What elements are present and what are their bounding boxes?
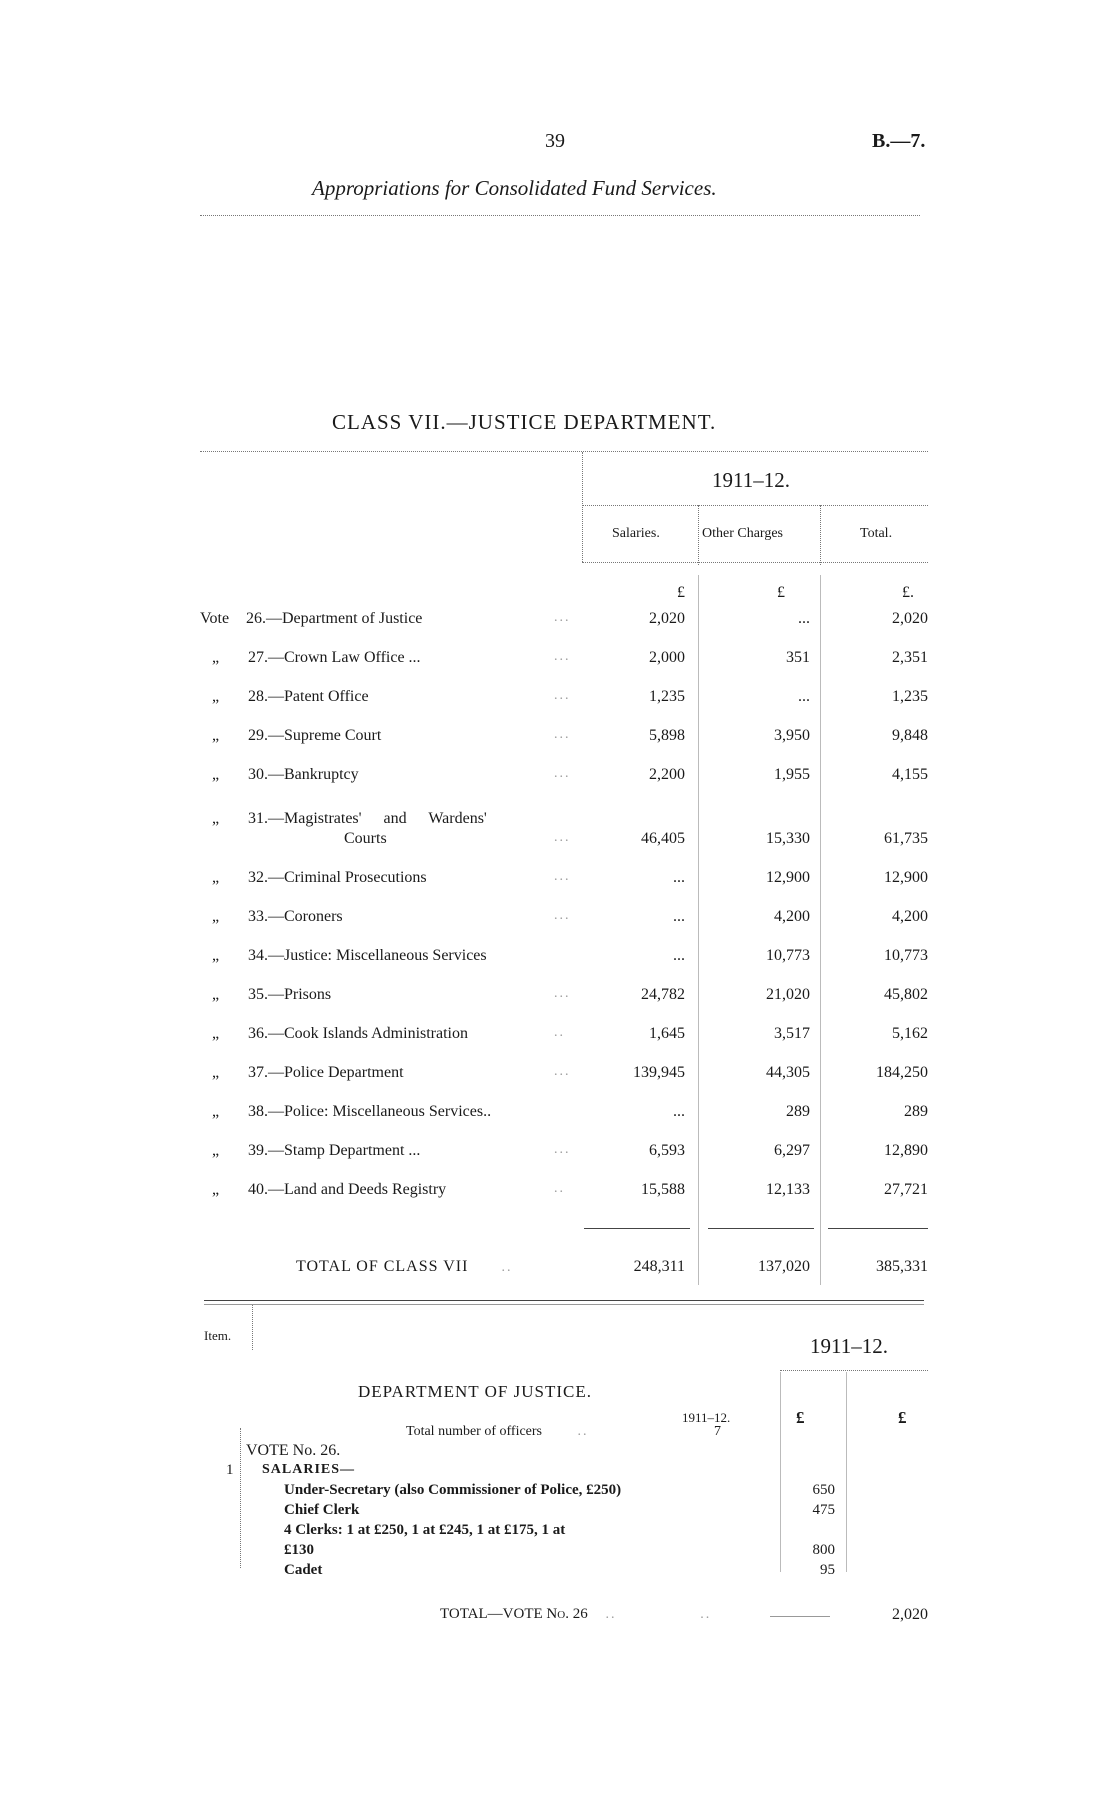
page-reference: B.—7.	[872, 130, 926, 152]
row-salaries: 2,200	[649, 766, 685, 783]
currency-amount-left: £	[796, 1408, 805, 1427]
salary-line-label: Under-Secretary (also Commissioner of Police, £250)	[284, 1482, 622, 1498]
row-label: 28.—Patent Office	[248, 688, 369, 705]
salary-line-label: Cadet	[284, 1562, 323, 1578]
row-salaries: ...	[673, 908, 685, 925]
row-leader-dots: ..	[554, 1181, 565, 1196]
row-salaries: 5,898	[649, 727, 685, 744]
row-total: 4,200	[892, 908, 928, 925]
row-total: 2,351	[892, 649, 928, 666]
column-other-header: Other Charges	[702, 526, 783, 541]
column-header-underline	[582, 562, 928, 563]
salary-line-amount: 475	[812, 1502, 835, 1518]
row-other: 44,305	[766, 1064, 810, 1081]
officers-label: Total number of officers ..	[406, 1424, 589, 1439]
salary-line-label-continued: £130	[284, 1542, 314, 1558]
row-label: 26.—Department of Justice	[246, 610, 423, 627]
row-salaries: 1,235	[649, 688, 685, 705]
page-number: 39	[545, 130, 565, 152]
row-prefix: „	[212, 766, 220, 783]
row-label: 30.—Bankruptcy	[248, 766, 359, 783]
department-year: 1911–12.	[810, 1334, 888, 1358]
row-label: 37.—Police Department	[248, 1064, 404, 1081]
item-column-border	[252, 1305, 253, 1350]
row-other: ...	[798, 688, 810, 705]
department-heading: DEPARTMENT OF JUSTICE.	[358, 1382, 592, 1401]
row-total: 45,802	[884, 986, 928, 1003]
row-prefix: „	[212, 649, 220, 666]
currency-other: £	[777, 584, 785, 601]
column-total-header: Total.	[860, 526, 893, 541]
table-col-line-1	[698, 575, 699, 1285]
currency-salaries: £	[677, 584, 685, 601]
row-leader-dots: ...	[554, 727, 571, 742]
year-underline	[582, 505, 928, 506]
row-total: 12,890	[884, 1142, 928, 1159]
row-salaries: 2,000	[649, 649, 685, 666]
salary-line-amount: 95	[820, 1562, 835, 1578]
row-leader-dots: ..	[554, 1025, 565, 1040]
row-salaries: 15,588	[641, 1181, 685, 1198]
officers-year: 1911–12.	[682, 1410, 731, 1425]
row-label: 39.—Stamp Department ...	[248, 1142, 421, 1159]
row-prefix: „	[212, 1064, 220, 1081]
row-salaries: 2,020	[649, 610, 685, 627]
vote-bracket	[240, 1428, 241, 1568]
row-prefix: Vote	[200, 610, 230, 627]
row-prefix: „	[212, 908, 220, 925]
vote-number: VOTE No. 26.	[246, 1442, 341, 1459]
row-label: 29.—Supreme Court	[248, 727, 382, 744]
row-salaries: ...	[673, 1103, 685, 1120]
row-prefix: „	[212, 986, 220, 1003]
salary-line-amount: 800	[812, 1542, 835, 1558]
vote-total-rule	[770, 1616, 830, 1617]
vote-total-label: TOTAL—VOTE No. 26 .. ..	[440, 1606, 712, 1622]
row-other: 6,297	[774, 1142, 810, 1159]
row-leader-dots: ...	[554, 610, 571, 625]
col-divider-2	[820, 505, 821, 565]
row-other: 3,950	[774, 727, 810, 744]
row-total: 184,250	[876, 1064, 928, 1081]
row-other: ...	[798, 610, 810, 627]
row-other: 10,773	[766, 947, 810, 964]
row-other: 15,330	[766, 830, 810, 847]
row-salaries: 1,645	[649, 1025, 685, 1042]
row-salaries: ...	[673, 947, 685, 964]
row-total: 9,848	[892, 727, 928, 744]
currency-amount-right: £	[898, 1408, 907, 1427]
class-total-label: TOTAL OF CLASS VII ..	[296, 1258, 513, 1275]
row-leader-dots: ...	[554, 986, 571, 1001]
year-column-left-border	[582, 452, 583, 562]
row-prefix: „	[212, 727, 220, 744]
row-label: 32.—Criminal Prosecutions	[248, 869, 427, 886]
salary-line-label: 4 Clerks: 1 at £250, 1 at £245, 1 at £175, 1 at	[284, 1522, 566, 1538]
row-label: 27.—Crown Law Office ...	[248, 649, 421, 666]
page-title: Appropriations for Consolidated Fund Services.	[312, 176, 717, 200]
row-salaries: 24,782	[641, 986, 685, 1003]
row-leader-dots: ...	[554, 830, 571, 845]
header-divider	[200, 215, 920, 216]
subtotal-rule-salaries	[584, 1228, 690, 1229]
row-label-continued: Courts	[344, 830, 387, 847]
row-prefix: „	[212, 947, 220, 964]
row-salaries: ...	[673, 869, 685, 886]
class-year: 1911–12.	[712, 468, 790, 492]
subtotal-rule-total	[828, 1228, 928, 1229]
class-total-total: 385,331	[876, 1258, 928, 1275]
row-prefix: „	[212, 869, 220, 886]
column-salaries-header: Salaries.	[612, 526, 660, 541]
class-end-rule	[204, 1300, 924, 1301]
row-leader-dots: ...	[554, 1142, 571, 1157]
row-total: 5,162	[892, 1025, 928, 1042]
row-other: 1,955	[774, 766, 810, 783]
class-total-other: 137,020	[758, 1258, 810, 1275]
row-other: 21,020	[766, 986, 810, 1003]
row-total: 10,773	[884, 947, 928, 964]
row-other: 12,900	[766, 869, 810, 886]
row-label: 35.—Prisons	[248, 986, 332, 1003]
row-leader-dots: ...	[554, 766, 571, 781]
row-label: 31.—Magistrates' and Wardens'	[248, 810, 487, 827]
row-total: 1,235	[892, 688, 928, 705]
salaries-heading: SALARIES—	[262, 1462, 356, 1477]
officers-count: 7	[714, 1424, 721, 1439]
row-label: 33.—Coroners	[248, 908, 343, 925]
row-other: 3,517	[774, 1025, 810, 1042]
currency-total: £.	[902, 584, 914, 601]
table-col-line-2	[820, 575, 821, 1285]
row-total: 289	[904, 1103, 928, 1120]
row-leader-dots: ...	[554, 649, 571, 664]
item-column-label: Item.	[204, 1328, 232, 1343]
subtotal-rule-other	[708, 1228, 814, 1229]
row-total: 4,155	[892, 766, 928, 783]
row-salaries: 46,405	[641, 830, 685, 847]
class-total-salaries: 248,311	[633, 1258, 685, 1275]
row-other: 351	[786, 649, 810, 666]
class-end-rule-2	[204, 1304, 924, 1305]
row-label: 34.—Justice: Miscellaneous Services	[248, 947, 487, 964]
row-leader-dots: ...	[554, 688, 571, 703]
class-heading-divider	[200, 451, 928, 452]
row-leader-dots: ...	[554, 1064, 571, 1079]
amount-col-line-right	[846, 1372, 847, 1572]
class-heading: CLASS VII.—JUSTICE DEPARTMENT.	[332, 410, 717, 434]
row-salaries: 6,593	[649, 1142, 685, 1159]
row-prefix: „	[212, 1103, 220, 1120]
row-label: 36.—Cook Islands Administration	[248, 1025, 468, 1042]
item-number: 1	[226, 1462, 234, 1478]
row-prefix: „	[212, 1025, 220, 1042]
salary-line-label: Chief Clerk	[284, 1502, 360, 1518]
department-year-underline	[780, 1370, 928, 1371]
salary-line-amount: 650	[812, 1482, 835, 1498]
row-other: 289	[786, 1103, 810, 1120]
row-total: 27,721	[884, 1181, 928, 1198]
row-other: 12,133	[766, 1181, 810, 1198]
row-leader-dots: ...	[554, 908, 571, 923]
row-prefix: „	[212, 1181, 220, 1198]
row-total: 12,900	[884, 869, 928, 886]
row-other: 4,200	[774, 908, 810, 925]
row-prefix: „	[212, 1142, 220, 1159]
row-leader-dots: ...	[554, 869, 571, 884]
row-prefix: „	[212, 810, 220, 827]
row-prefix: „	[212, 688, 220, 705]
vote-total-value: 2,020	[892, 1606, 928, 1623]
row-total: 61,735	[884, 830, 928, 847]
row-total: 2,020	[892, 610, 928, 627]
col-divider-1	[698, 505, 699, 565]
row-label: 38.—Police: Miscellaneous Services..	[248, 1103, 492, 1120]
row-salaries: 139,945	[633, 1064, 685, 1081]
row-label: 40.—Land and Deeds Registry	[248, 1181, 447, 1198]
